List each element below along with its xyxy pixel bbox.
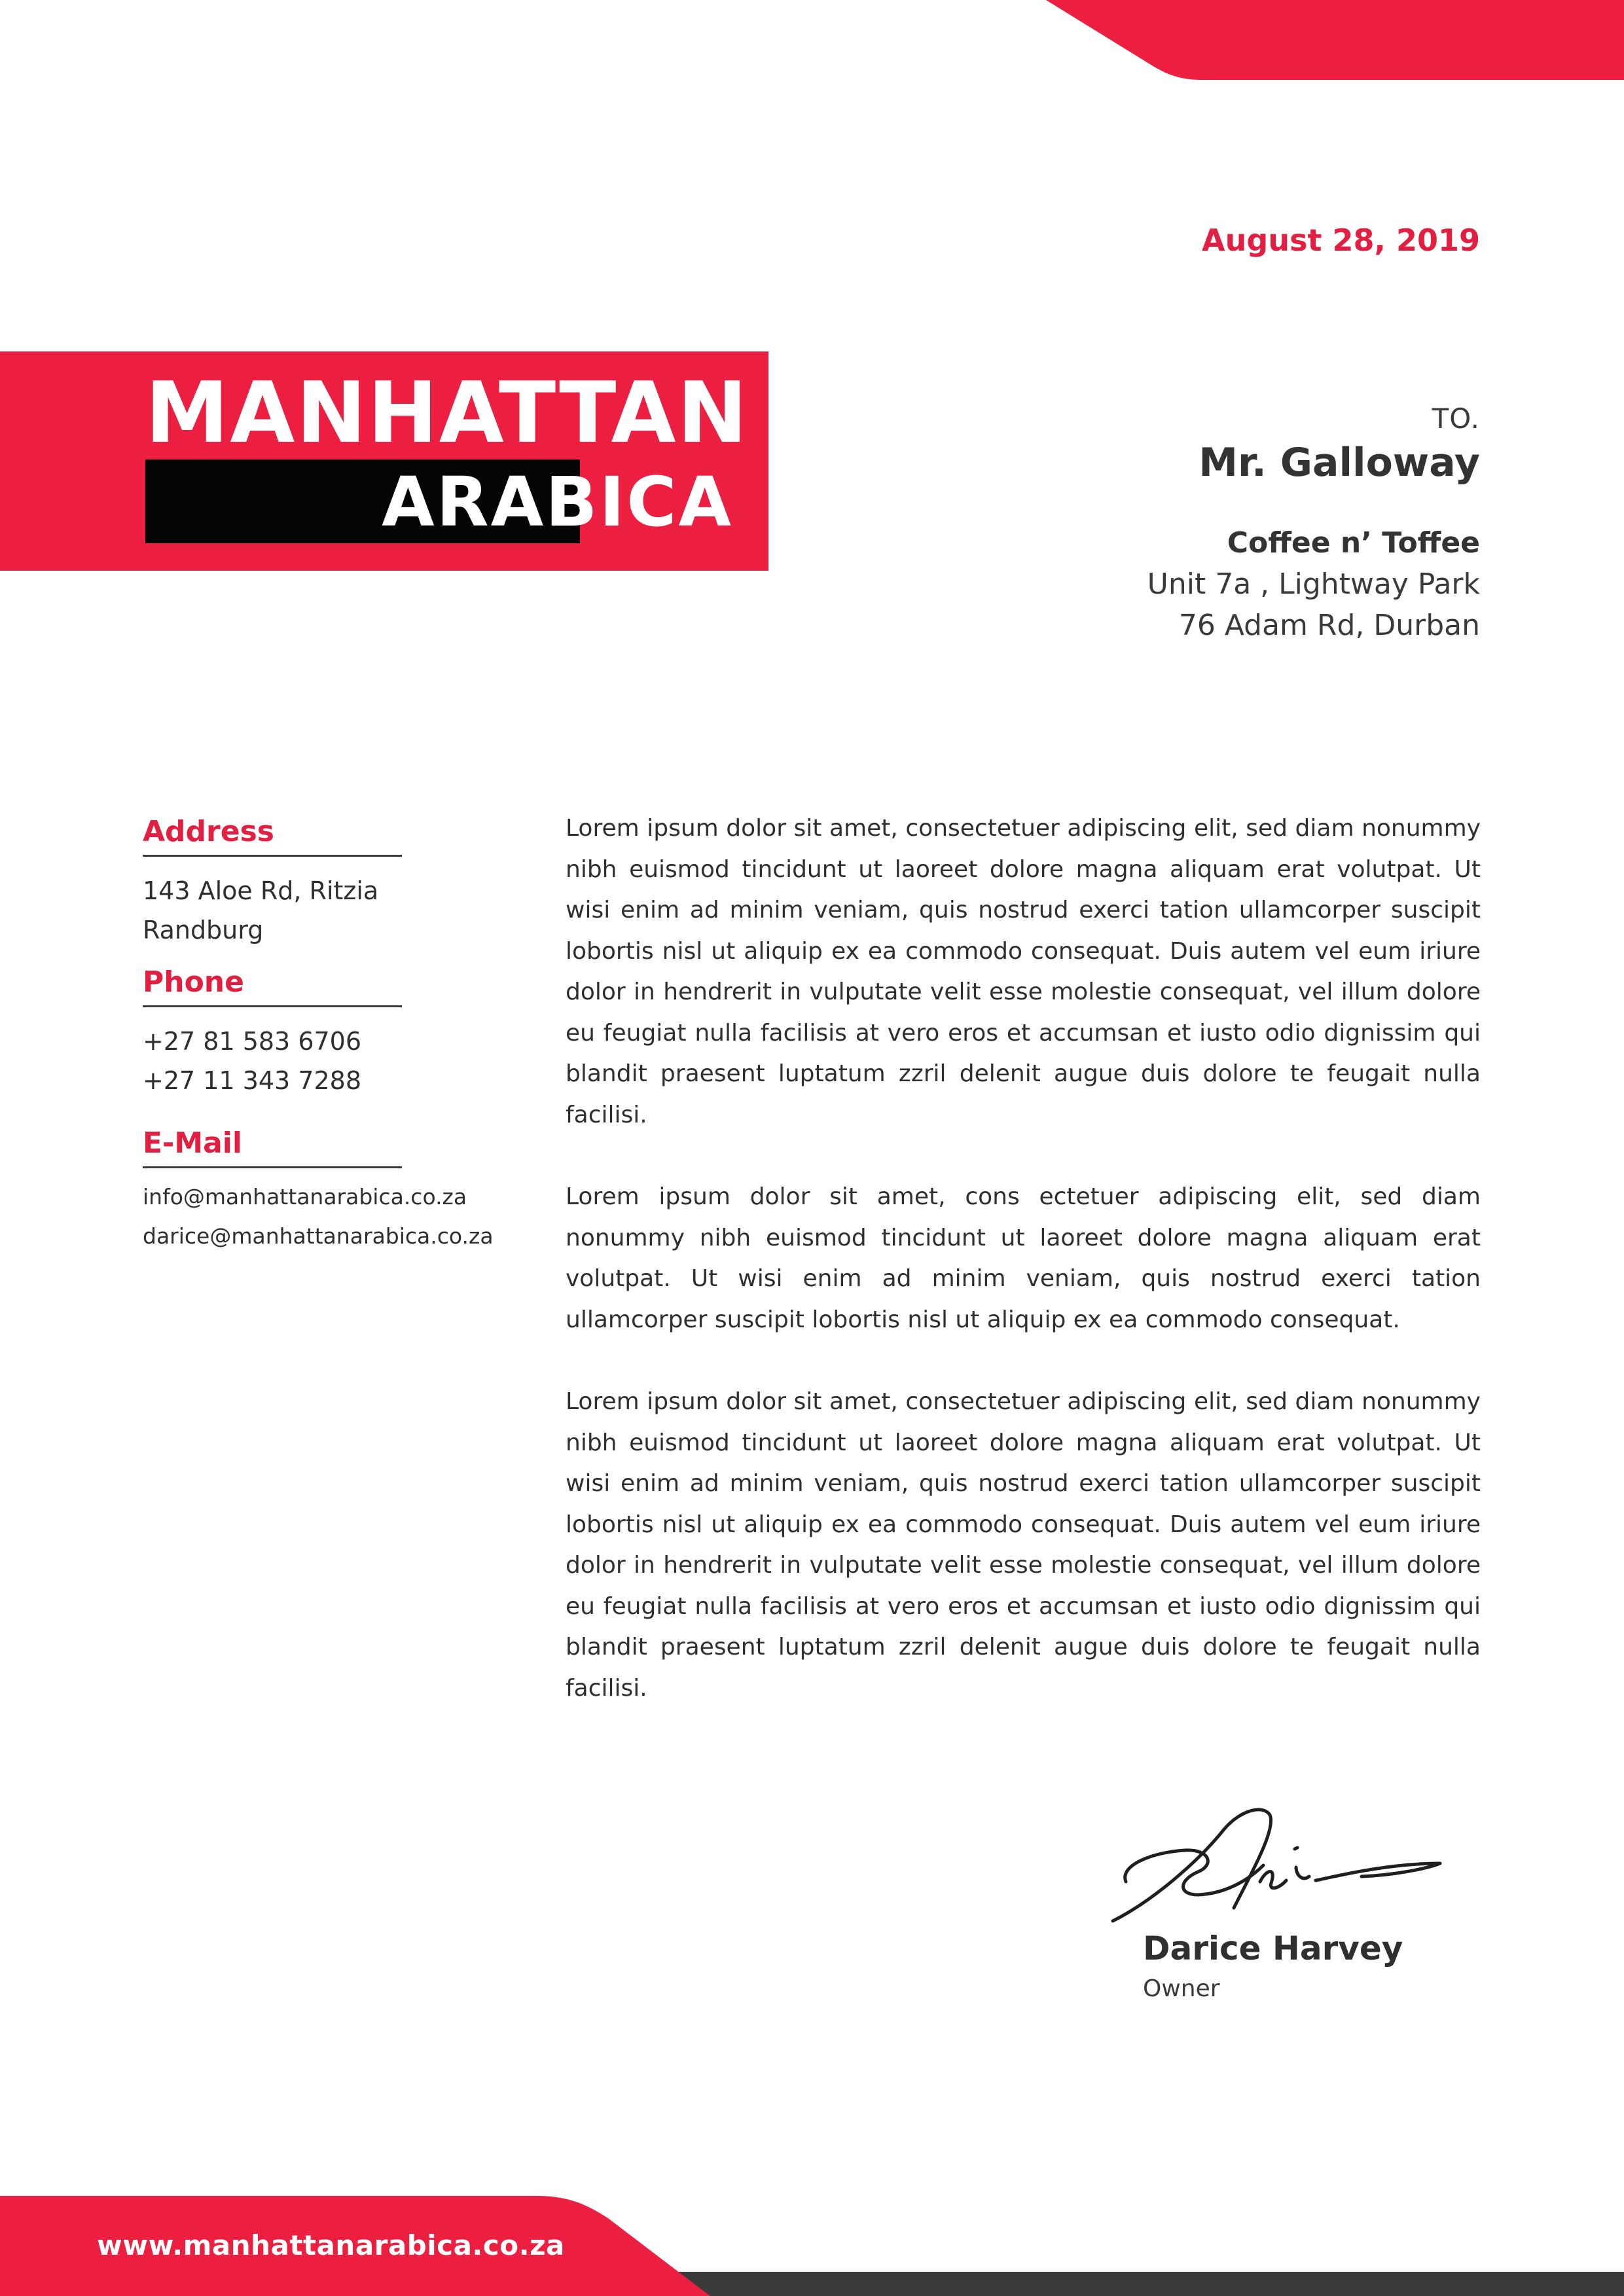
header-accent-shape: [0, 0, 1624, 85]
signer-role: Owner: [1143, 1975, 1220, 2002]
logo-text-arabica: ARABICA: [382, 462, 733, 542]
email-line-2: darice@manhattanarabica.co.za: [143, 1223, 494, 1249]
phone-group: [143, 965, 535, 1100]
address-heading: Address: [143, 815, 402, 857]
logo-text-manhattan: MANHATTAN: [145, 365, 749, 462]
address-line-2: Randburg: [143, 916, 264, 944]
address-text: [143, 871, 535, 950]
recipient-name: Mr. Galloway: [1199, 440, 1480, 486]
email-text: [143, 1177, 535, 1256]
body-paragraph-1: Lorem ipsum dolor sit amet, consectetuer adipiscing elit, sed diam nonummy nibh euismod tincidunt ut laoreet dolore magna aliquam erat volutpat. Ut wisi enim ad minim veniam, quis nostrud exerci tation ullamcorper suscipit lobortis nisl ut aliquip ex ea commodo consequat. Duis autem vel eum iriure dolor in hendrerit in vulputate velit esse molestie consequat, vel illum dolore eu feugiat nulla facilisis at vero eros et accumsan et iusto odio dignissim qui blandit praesent luptatum zzril delenit augue duis dolore te feugait nulla facilisi.: [566, 815, 1481, 1128]
website-link[interactable]: www.manhattanarabica.co.za: [97, 2229, 565, 2261]
handwritten-signature: [1100, 1803, 1453, 1928]
address-line-1: 143 Aloe Rd, Ritzia: [143, 876, 379, 905]
phone-line-2: +27 11 343 7288: [143, 1066, 362, 1095]
recipient-block: [1147, 403, 1480, 642]
signer-name: Darice Harvey: [1143, 1929, 1403, 1967]
company-logo: [0, 351, 768, 571]
address-group: [143, 815, 535, 950]
phone-text: [143, 1022, 535, 1100]
body-paragraph-2: Lorem ipsum dolor sit amet, cons ectetuer adipiscing elit, sed diam nonummy nibh euismod tincidunt ut laoreet dolore magna aliquam erat volutpat. Ut wisi enim ad minim veniam, quis nostrud exerci tation ullamcorper suscipit lobortis nisl ut aliquip ex ea commodo consequat.: [566, 1183, 1481, 1333]
email-line-1: info@manhattanarabica.co.za: [143, 1184, 467, 1210]
phone-line-1: +27 81 583 6706: [143, 1027, 362, 1056]
sender-contacts: [143, 815, 535, 1272]
letter-date: August 28, 2019: [1202, 223, 1480, 258]
recipient-address-line-1: Unit 7a , Lightway Park: [1147, 567, 1480, 601]
email-heading: E-Mail: [143, 1126, 402, 1168]
recipient-address-line-2: 76 Adam Rd, Durban: [1178, 609, 1480, 642]
email-group: [143, 1126, 535, 1256]
phone-heading: Phone: [143, 965, 402, 1007]
body-paragraph-3: Lorem ipsum dolor sit amet, consectetuer adipiscing elit, sed diam nonummy nibh euismod tincidunt ut laoreet dolore magna aliquam erat volutpat. Ut wisi enim ad minim veniam, quis nostrud exerci tation ullamcorper suscipit lobortis nisl ut aliquip ex ea commodo consequat. Duis autem vel eum iriure dolor in hendrerit in vulputate velit esse molestie consequat, vel illum dolore eu feugiat nulla facilisis at vero eros et accumsan et iusto odio dignissim qui blandit praesent luptatum zzril delenit augue duis dolore te feugait nulla facilisi.: [566, 1388, 1481, 1702]
recipient-company: Coffee n’ Toffee: [1227, 526, 1480, 560]
letter-body: [566, 808, 1481, 1750]
to-label: TO.: [1432, 403, 1480, 435]
